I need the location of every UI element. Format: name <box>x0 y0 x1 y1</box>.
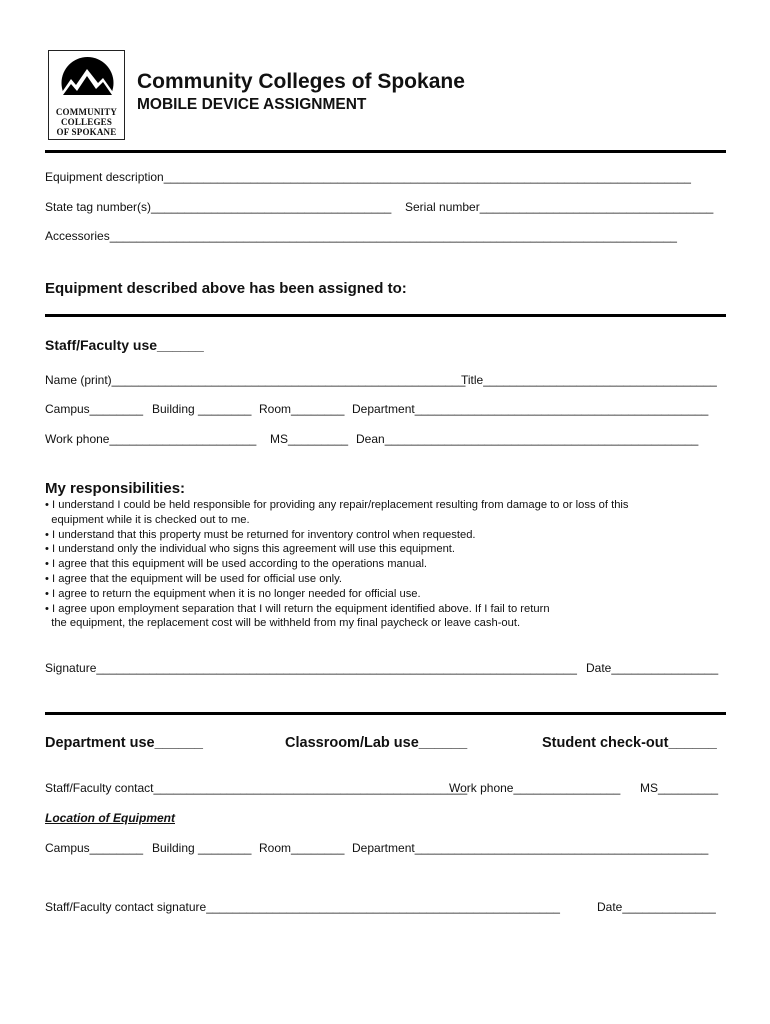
signature-field[interactable]: Signature________________________________________________________________________ <box>45 661 577 675</box>
building-field[interactable]: Building ________ <box>152 402 252 416</box>
contact-signature-field[interactable]: Staff/Faculty contact signature_____________________________________________________ <box>45 900 560 914</box>
dean-field[interactable]: Dean_______________________________________________ <box>356 432 699 446</box>
list-item: • I agree that this equipment will be used according to the operations manual. <box>45 558 428 571</box>
page-title: Community Colleges of Spokane <box>137 70 465 93</box>
ms-field[interactable]: MS_________ <box>270 432 349 446</box>
name-print-field[interactable]: Name (print)_____________________________________________________ <box>45 373 466 387</box>
location-heading: Location of Equipment <box>45 811 175 825</box>
staff-faculty-use-heading[interactable]: Staff/Faculty use______ <box>45 337 204 353</box>
state-tag-field[interactable]: State tag number(s)____________________________________ <box>45 200 392 214</box>
signature-date-field[interactable]: Date________________ <box>586 661 719 675</box>
department-field[interactable]: Department____________________________________________ <box>352 402 709 416</box>
location-building-field[interactable]: Building ________ <box>152 841 252 855</box>
mountain-logo-icon <box>49 51 126 109</box>
campus-field[interactable]: Campus________ <box>45 402 144 416</box>
responsibilities-list <box>45 498 629 631</box>
location-campus-field[interactable]: Campus________ <box>45 841 144 855</box>
contact-work-phone-field[interactable]: Work phone________________ <box>449 781 621 795</box>
divider <box>45 150 726 153</box>
equipment-description-field[interactable]: Equipment description_______________________________________________________________________________ <box>45 170 691 184</box>
list-item: • I understand that this property must be returned for inventory control when requested. <box>45 528 476 541</box>
list-item: equipment while it is checked out to me. <box>45 513 250 526</box>
contact-ms-field[interactable]: MS_________ <box>640 781 719 795</box>
staff-faculty-contact-field[interactable]: Staff/Faculty contact_______________________________________________ <box>45 781 468 795</box>
student-checkout-option[interactable]: Student check-out______ <box>542 735 717 751</box>
list-item: • I agree that the equipment will be used for official use only. <box>45 572 343 585</box>
title-field[interactable]: Title___________________________________ <box>461 373 717 387</box>
location-room-field[interactable]: Room________ <box>259 841 345 855</box>
list-item: • I understand I could be held responsible for providing any repair/replacement resulting from damage to or loss of this <box>45 499 629 511</box>
logo-text-line-2: COLLEGES <box>60 117 113 127</box>
classroom-lab-use-option[interactable]: Classroom/Lab use______ <box>285 735 468 751</box>
work-phone-field[interactable]: Work phone______________________ <box>45 432 257 446</box>
divider <box>45 712 726 715</box>
college-logo <box>48 50 125 140</box>
list-item: • I agree to return the equipment when it is no longer needed for official use. <box>45 587 421 600</box>
logo-text-line-3: OF SPOKANE <box>56 127 117 137</box>
location-department-field[interactable]: Department____________________________________________ <box>352 841 709 855</box>
serial-number-field[interactable]: Serial number___________________________________ <box>405 200 714 214</box>
room-field[interactable]: Room________ <box>259 402 345 416</box>
divider <box>45 314 726 317</box>
contact-signature-date-field[interactable]: Date______________ <box>597 900 716 914</box>
assigned-heading: Equipment described above has been assigned to: <box>45 280 407 297</box>
list-item: • I agree upon employment separation that I will return the equipment identified above. If I fail to return <box>45 602 550 615</box>
form-subtitle: MOBILE DEVICE ASSIGNMENT <box>137 96 367 113</box>
logo-text-line-1: COMMUNITY <box>55 107 118 117</box>
list-item: • I understand only the individual who signs this agreement will use this equipment. <box>45 543 456 556</box>
accessories-field[interactable]: Accessories_____________________________________________________________________________________ <box>45 229 677 243</box>
department-use-option[interactable]: Department use______ <box>45 735 203 751</box>
list-item: the equipment, the replacement cost will be withheld from my final paycheck or leave cash-out. <box>45 617 521 630</box>
responsibilities-heading: My responsibilities: <box>45 480 186 497</box>
